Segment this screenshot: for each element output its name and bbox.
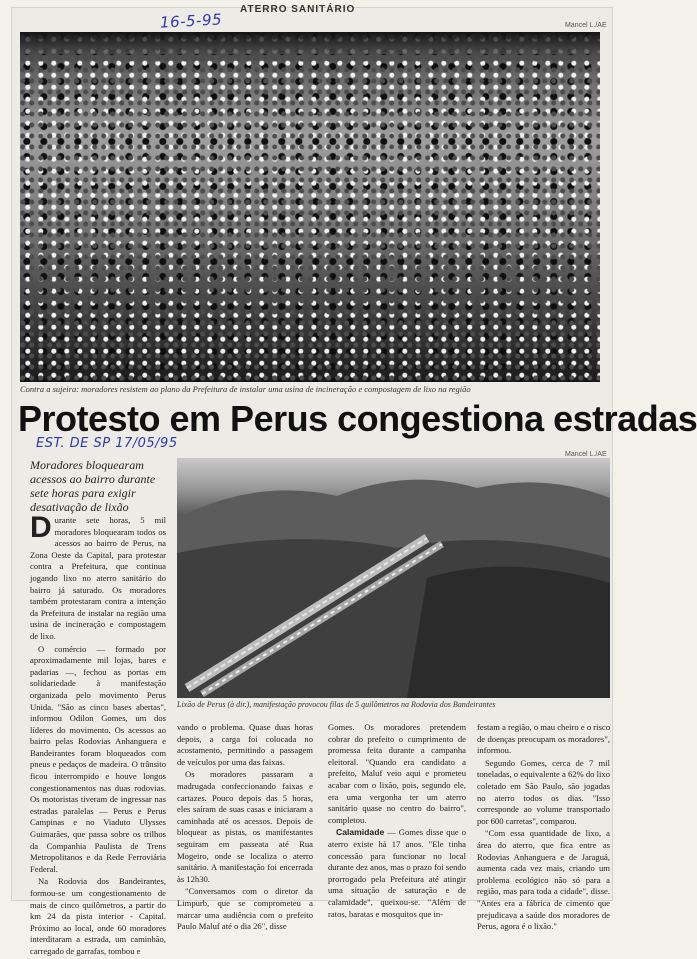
photo-background <box>20 32 600 54</box>
article-column-2 <box>177 722 313 934</box>
crowd-photo <box>20 32 600 382</box>
headline: Protesto em Perus congestiona estradas <box>18 398 697 439</box>
highway-landfill-photo <box>177 458 610 698</box>
paragraph: urante sete horas, 5 mil moradores bloquearam todos os acessos ao bairro de Perus, na Zona Oeste da Capital, para protestar contra a Prefeitura, que continua jogando lixo no aterro sanitário do bairro já saturado. Os moradores também protestaram contra a intenção da Prefeitura de instalar na região uma usina de incineração e compostagem de lixo. <box>30 515 166 641</box>
paragraph: Gomes. Os moradores pretendem cobrar do prefeito o cumprimento de promessa feita durante a campanha eleitoral. "Quando era candidato a prefeito, Maluf veio aqui e prometeu acabar com o lixão, pois, segundo ele, era uma vergonha ter um aterro sanitário quase no centro do bairro", completou. <box>328 722 466 825</box>
article-column-4 <box>477 722 610 934</box>
paragraph: Segundo Gomes, cerca de 7 mil toneladas, o equivalente a 62% do lixo coletado em São Paulo, são jogadas no aterro todos os dias. "Isso corresponde ao volume transportado por 600 carretas", comparou. <box>477 757 610 826</box>
subhead: Moradores bloquearam acessos ao bairro durante sete horas para exigir desativação de lixão <box>30 458 156 514</box>
paragraph: "Conversamos com o diretor da Limpurb, que se comprometeu a marcar uma audiência com o prefeito Paulo Maluf até o dia 26", disse <box>177 886 313 932</box>
subsection-label: Calamidade <box>336 827 385 838</box>
paragraph: O comércio — formado por aproximadamente mil lojas, bares e padarias —, fechou as portas em solidariedade à manifestação organizada pelo movimento Perus Unida. "São as cinco bases abertas", informou Odilon Gomes, um dos líderes do movimento. Os acessos ao bairro pelas Rodovias Anhanguera e Bandeirantes foram bloqueados com pneus e pedaços de madeira. O trânsito ficou interrompido e houve longos congestionamentos nas duas rodovias. Os motoristas tiveram de ingressar nas estradas paralelas — Perus e Perus Campinas e no Viaduto Ulysses Guimarães, que passa sobre os trilhos da Companhia Paulista de Trens Metropolitanos e da Rede Ferroviária Federal. <box>30 643 166 874</box>
paragraph: Na Rodovia dos Bandeirantes, formou-se um congestionamento de mais de cinco quilômetros, a partir do km 24 da pista interior - Capital. Próximo ao local, onde 60 moradores interditaram a estrada, um caminhão, carregado de garrafas, tombou e <box>30 876 166 956</box>
section-header: ATERRO SANITÁRIO <box>240 4 356 15</box>
paragraph: festam a região, o mau cheiro e o risco de doenças preocupam os moradores", informou. <box>477 722 610 756</box>
paragraph: "Com essa quantidade de lixo, a área do aterro, que fica entre as Rodovias Anhanguera e de Jaraguá, aumenta cada vez mais, criando um problema ecológico não só para a região, mas para toda a cidade", disse. "Antes era a fábrica de cimento que prejudicava a saúde dos moradores de Perus, agora é o lixão." <box>477 828 610 932</box>
top-photo-caption: Contra a sujeira: moradores resistem ao plano da Prefeitura de instalar uma usina de incineração e compostagem de lixo na região <box>20 384 471 394</box>
dropcap: D <box>30 511 52 544</box>
article-column-1 <box>30 511 166 959</box>
highway-illustration <box>177 458 610 698</box>
road-photo-credit: Mancel L./AE <box>565 451 607 458</box>
paragraph: vando o problema. Quase duas horas depois, a carga foi colocada no acostamento, permitindo a passagem de veículos por uma das faixas. <box>177 722 313 767</box>
handwritten-date: 16-5-95 <box>159 10 223 32</box>
top-photo-credit: Mancel L./AE <box>565 22 607 29</box>
road-photo-caption: Lixão de Perus (à dir.), manifestação provocou filas de 5 quilômetros na Rodovia dos Bandeirantes <box>177 700 496 709</box>
handwritten-source-note: EST. DE SP 17/05/95 <box>36 436 178 451</box>
article-column-3 <box>328 722 466 921</box>
paragraph: Os moradores passaram a madrugada confeccionando faixas e cartazes. Pouco depois das 5 horas, eles saíram de suas casas e iniciaram a caminhada até os acessos. Depois de bloquear as pistas, os manifestantes seguiram em passeata até Rua Mogeiro, onde se localiza o aterro sanitário. A manifestação foi encerrada às 12h30. <box>177 769 313 884</box>
paragraph: — Gomes disse que o aterro existe há 17 anos. "Ele tinha concessão para funcionar no local durante dez anos, mas o prazo foi sendo prorrogado pela Prefeitura até atingir uma situação de saturação e de calamidade", queixou-se. "Além de ratos, baratas e mosquitos que in- <box>328 827 466 919</box>
